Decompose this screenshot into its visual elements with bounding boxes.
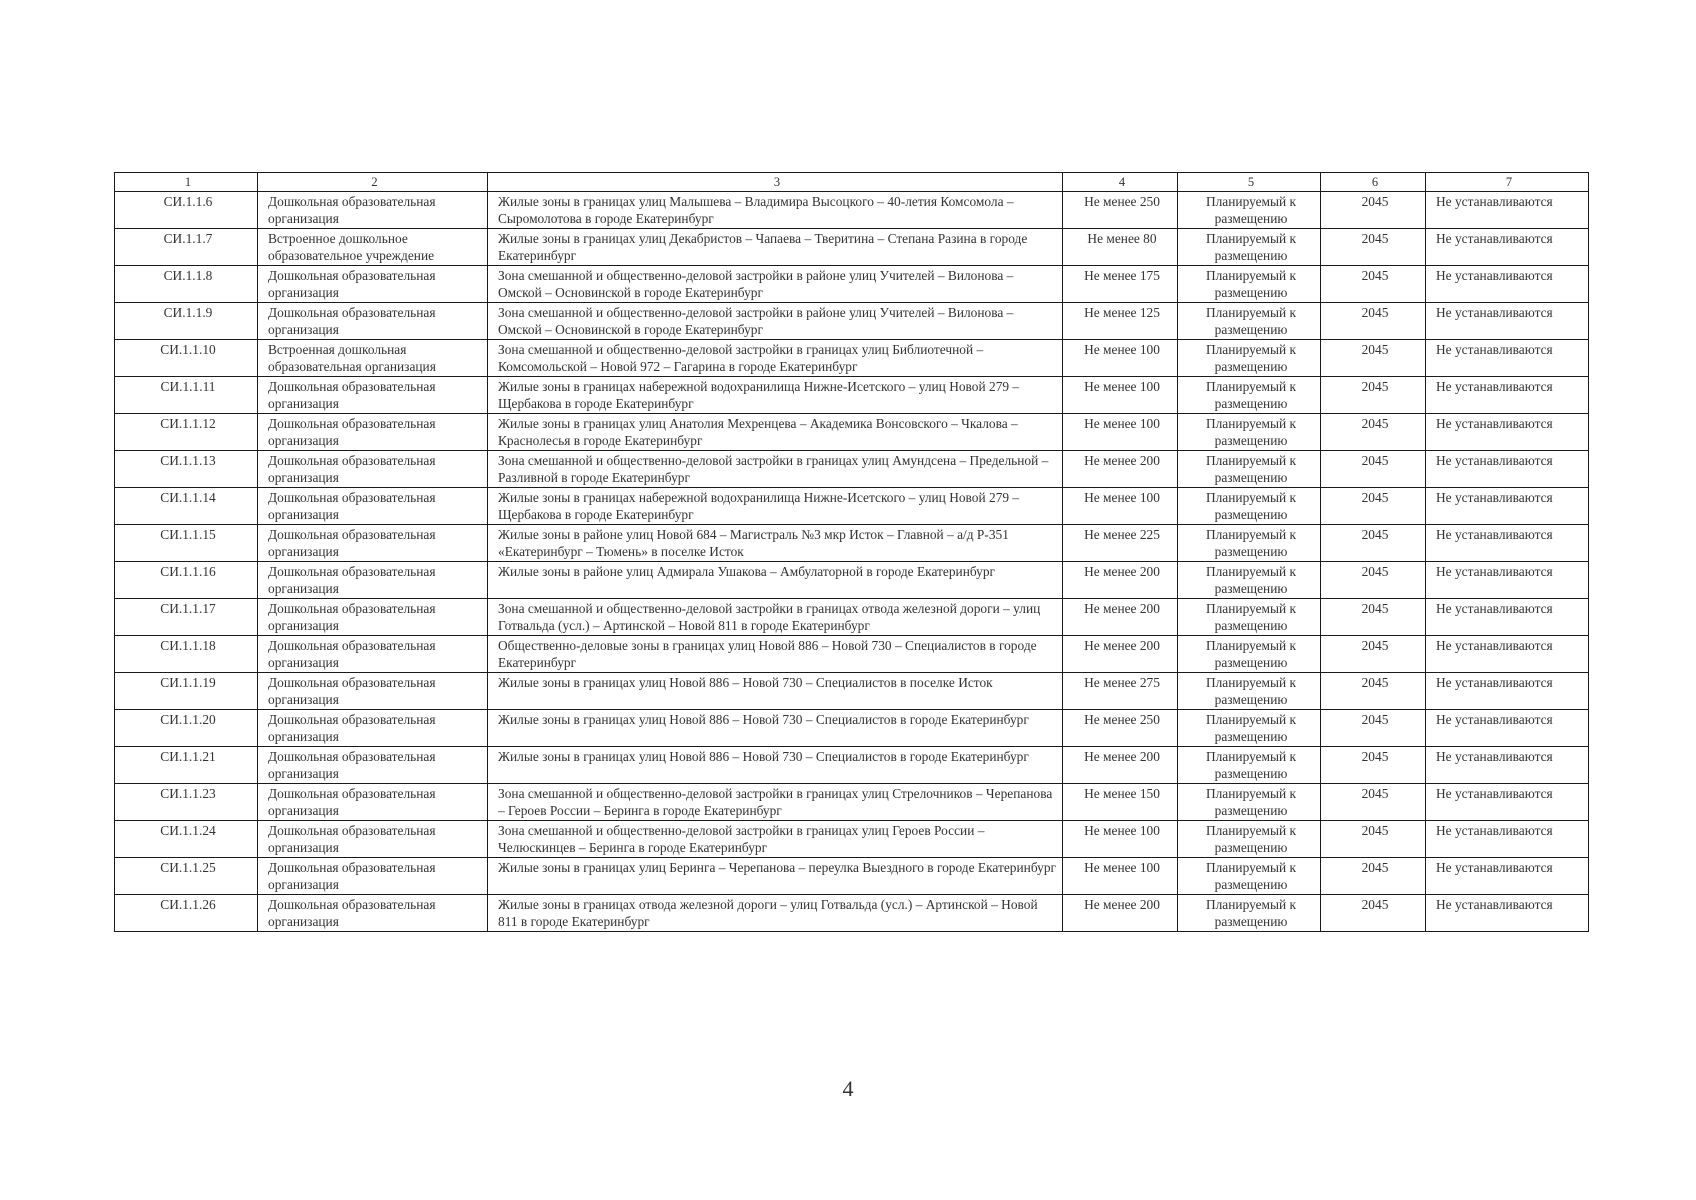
cell-location: Зона смешанной и общественно-деловой застройки в районе улиц Учителей – Вилонова – Омской – Основинской в городе Екатеринбург xyxy=(488,303,1063,340)
cell-status: Планируемый к размещению xyxy=(1178,710,1321,747)
cell-location: Зона смешанной и общественно-деловой застройки в границах улиц Амундсена – Предельной – Разливной в городе Екатеринбург xyxy=(488,451,1063,488)
cell-code: СИ.1.1.7 xyxy=(115,229,258,266)
cell-year: 2045 xyxy=(1321,377,1426,414)
cell-location: Жилые зоны в границах отвода железной дороги – улиц Готвальда (усл.) – Артинской – Новой 811 в городе Екатеринбург xyxy=(488,895,1063,932)
cell-status: Планируемый к размещению xyxy=(1178,858,1321,895)
cell-capacity: Не менее 80 xyxy=(1063,229,1178,266)
cell-year: 2045 xyxy=(1321,192,1426,229)
cell-year: 2045 xyxy=(1321,858,1426,895)
cell-capacity: Не менее 250 xyxy=(1063,710,1178,747)
table-row xyxy=(115,266,1589,303)
cell-status: Планируемый к размещению xyxy=(1178,562,1321,599)
cell-year: 2045 xyxy=(1321,599,1426,636)
cell-location: Зона смешанной и общественно-деловой застройки в границах отвода железной дороги – улиц Готвальда (усл.) – Артинской – Новой 811 в городе Екатеринбург xyxy=(488,599,1063,636)
cell-status: Планируемый к размещению xyxy=(1178,229,1321,266)
cell-code: СИ.1.1.24 xyxy=(115,821,258,858)
cell-capacity: Не менее 200 xyxy=(1063,451,1178,488)
cell-zones: Не устанавливаются xyxy=(1426,525,1589,562)
table-row xyxy=(115,784,1589,821)
cell-capacity: Не менее 200 xyxy=(1063,562,1178,599)
cell-zones: Не устанавливаются xyxy=(1426,599,1589,636)
cell-status: Планируемый к размещению xyxy=(1178,488,1321,525)
cell-name: Дошкольная образовательная организация xyxy=(258,525,488,562)
cell-name: Дошкольная образовательная организация xyxy=(258,599,488,636)
cell-name: Дошкольная образовательная организация xyxy=(258,673,488,710)
cell-location: Жилые зоны в границах улиц Анатолия Мехренцева – Академика Вонсовского – Чкалова – Краснолесья в городе Екатеринбург xyxy=(488,414,1063,451)
cell-year: 2045 xyxy=(1321,710,1426,747)
cell-location: Зона смешанной и общественно-деловой застройки в границах улиц Стрелочников – Черепанова – Героев России – Беринга в городе Екатеринбург xyxy=(488,784,1063,821)
cell-code: СИ.1.1.18 xyxy=(115,636,258,673)
cell-code: СИ.1.1.23 xyxy=(115,784,258,821)
cell-name: Дошкольная образовательная организация xyxy=(258,266,488,303)
cell-code: СИ.1.1.19 xyxy=(115,673,258,710)
table-row xyxy=(115,377,1589,414)
cell-location: Жилые зоны в районе улиц Новой 684 – Магистраль №3 мкр Исток – Главной – а/д Р-351 «Екатеринбург – Тюмень» в поселке Исток xyxy=(488,525,1063,562)
cell-name: Дошкольная образовательная организация xyxy=(258,562,488,599)
cell-capacity: Не менее 225 xyxy=(1063,525,1178,562)
cell-code: СИ.1.1.21 xyxy=(115,747,258,784)
cell-status: Планируемый к размещению xyxy=(1178,525,1321,562)
cell-name: Встроенная дошкольная образовательная организация xyxy=(258,340,488,377)
cell-location: Зона смешанной и общественно-деловой застройки в районе улиц Учителей – Вилонова – Омской – Основинской в городе Екатеринбург xyxy=(488,266,1063,303)
table-row xyxy=(115,673,1589,710)
cell-location: Жилые зоны в границах улиц Декабристов – Чапаева – Тверитина – Степана Разина в городе Екатеринбург xyxy=(488,229,1063,266)
cell-location: Жилые зоны в границах улиц Беринга – Черепанова – переулка Выездного в городе Екатеринбург xyxy=(488,858,1063,895)
cell-status: Планируемый к размещению xyxy=(1178,895,1321,932)
cell-year: 2045 xyxy=(1321,303,1426,340)
cell-capacity: Не менее 100 xyxy=(1063,858,1178,895)
column-header: 1 xyxy=(115,173,258,192)
cell-code: СИ.1.1.6 xyxy=(115,192,258,229)
cell-code: СИ.1.1.25 xyxy=(115,858,258,895)
table-row xyxy=(115,895,1589,932)
cell-zones: Не устанавливаются xyxy=(1426,710,1589,747)
cell-status: Планируемый к размещению xyxy=(1178,377,1321,414)
table-row xyxy=(115,451,1589,488)
cell-location: Жилые зоны в границах улиц Новой 886 – Новой 730 – Специалистов в городе Екатеринбург xyxy=(488,747,1063,784)
cell-status: Планируемый к размещению xyxy=(1178,266,1321,303)
cell-name: Дошкольная образовательная организация xyxy=(258,710,488,747)
cell-zones: Не устанавливаются xyxy=(1426,636,1589,673)
cell-location: Жилые зоны в границах улиц Малышева – Владимира Высоцкого – 40-летия Комсомола – Сыромолотова в городе Екатеринбург xyxy=(488,192,1063,229)
cell-status: Планируемый к размещению xyxy=(1178,673,1321,710)
cell-capacity: Не менее 125 xyxy=(1063,303,1178,340)
cell-year: 2045 xyxy=(1321,525,1426,562)
cell-year: 2045 xyxy=(1321,784,1426,821)
column-header: 2 xyxy=(258,173,488,192)
page-number: 4 xyxy=(842,1076,854,1101)
cell-zones: Не устанавливаются xyxy=(1426,266,1589,303)
cell-location: Зона смешанной и общественно-деловой застройки в границах улиц Героев России – Челюскинцев – Беринга в городе Екатеринбург xyxy=(488,821,1063,858)
cell-location: Зона смешанной и общественно-деловой застройки в границах улиц Библиотечной – Комсомольской – Новой 972 – Гагарина в городе Екатеринбург xyxy=(488,340,1063,377)
table-row xyxy=(115,747,1589,784)
cell-capacity: Не менее 200 xyxy=(1063,636,1178,673)
cell-zones: Не устанавливаются xyxy=(1426,229,1589,266)
cell-year: 2045 xyxy=(1321,229,1426,266)
table-row xyxy=(115,340,1589,377)
cell-status: Планируемый к размещению xyxy=(1178,303,1321,340)
cell-capacity: Не менее 100 xyxy=(1063,377,1178,414)
cell-capacity: Не менее 100 xyxy=(1063,340,1178,377)
cell-status: Планируемый к размещению xyxy=(1178,636,1321,673)
column-header: 7 xyxy=(1426,173,1589,192)
cell-year: 2045 xyxy=(1321,414,1426,451)
cell-code: СИ.1.1.16 xyxy=(115,562,258,599)
table-row xyxy=(115,599,1589,636)
cell-location: Общественно-деловые зоны в границах улиц Новой 886 – Новой 730 – Специалистов в городе Екатеринбург xyxy=(488,636,1063,673)
cell-status: Планируемый к размещению xyxy=(1178,414,1321,451)
facilities-table xyxy=(114,172,1589,932)
cell-status: Планируемый к размещению xyxy=(1178,599,1321,636)
cell-year: 2045 xyxy=(1321,821,1426,858)
cell-code: СИ.1.1.12 xyxy=(115,414,258,451)
cell-zones: Не устанавливаются xyxy=(1426,562,1589,599)
cell-capacity: Не менее 100 xyxy=(1063,414,1178,451)
cell-location: Жилые зоны в границах набережной водохранилища Нижне-Исетского – улиц Новой 279 – Щербакова в городе Екатеринбург xyxy=(488,488,1063,525)
cell-zones: Не устанавливаются xyxy=(1426,784,1589,821)
cell-zones: Не устанавливаются xyxy=(1426,821,1589,858)
cell-code: СИ.1.1.17 xyxy=(115,599,258,636)
cell-zones: Не устанавливаются xyxy=(1426,673,1589,710)
cell-zones: Не устанавливаются xyxy=(1426,858,1589,895)
cell-name: Дошкольная образовательная организация xyxy=(258,636,488,673)
cell-year: 2045 xyxy=(1321,340,1426,377)
cell-zones: Не устанавливаются xyxy=(1426,414,1589,451)
table-row xyxy=(115,858,1589,895)
cell-location: Жилые зоны в границах набережной водохранилища Нижне-Исетского – улиц Новой 279 – Щербакова в городе Екатеринбург xyxy=(488,377,1063,414)
cell-zones: Не устанавливаются xyxy=(1426,895,1589,932)
cell-capacity: Не менее 275 xyxy=(1063,673,1178,710)
cell-year: 2045 xyxy=(1321,747,1426,784)
cell-name: Дошкольная образовательная организация xyxy=(258,303,488,340)
cell-code: СИ.1.1.14 xyxy=(115,488,258,525)
cell-name: Встроенное дошкольное образовательное учреждение xyxy=(258,229,488,266)
cell-name: Дошкольная образовательная организация xyxy=(258,377,488,414)
table-row xyxy=(115,636,1589,673)
cell-location: Жилые зоны в районе улиц Адмирала Ушакова – Амбулаторной в городе Екатеринбург xyxy=(488,562,1063,599)
cell-status: Планируемый к размещению xyxy=(1178,784,1321,821)
cell-code: СИ.1.1.20 xyxy=(115,710,258,747)
cell-capacity: Не менее 200 xyxy=(1063,895,1178,932)
cell-location: Жилые зоны в границах улиц Новой 886 – Новой 730 – Специалистов в городе Екатеринбург xyxy=(488,710,1063,747)
cell-zones: Не устанавливаются xyxy=(1426,340,1589,377)
cell-zones: Не устанавливаются xyxy=(1426,451,1589,488)
table-row xyxy=(115,488,1589,525)
table-header xyxy=(115,173,1589,192)
column-header: 3 xyxy=(488,173,1063,192)
cell-code: СИ.1.1.26 xyxy=(115,895,258,932)
column-header: 6 xyxy=(1321,173,1426,192)
cell-code: СИ.1.1.11 xyxy=(115,377,258,414)
column-header: 4 xyxy=(1063,173,1178,192)
table-row xyxy=(115,525,1589,562)
cell-year: 2045 xyxy=(1321,673,1426,710)
cell-year: 2045 xyxy=(1321,562,1426,599)
table-row xyxy=(115,562,1589,599)
cell-year: 2045 xyxy=(1321,451,1426,488)
cell-year: 2045 xyxy=(1321,488,1426,525)
cell-capacity: Не менее 175 xyxy=(1063,266,1178,303)
cell-name: Дошкольная образовательная организация xyxy=(258,747,488,784)
cell-status: Планируемый к размещению xyxy=(1178,192,1321,229)
cell-status: Планируемый к размещению xyxy=(1178,821,1321,858)
table-row xyxy=(115,414,1589,451)
table-body xyxy=(115,192,1589,932)
cell-code: СИ.1.1.15 xyxy=(115,525,258,562)
cell-location: Жилые зоны в границах улиц Новой 886 – Новой 730 – Специалистов в поселке Исток xyxy=(488,673,1063,710)
table-row xyxy=(115,192,1589,229)
cell-capacity: Не менее 100 xyxy=(1063,821,1178,858)
cell-capacity: Не менее 200 xyxy=(1063,747,1178,784)
cell-status: Планируемый к размещению xyxy=(1178,451,1321,488)
cell-capacity: Не менее 250 xyxy=(1063,192,1178,229)
table-row xyxy=(115,303,1589,340)
cell-status: Планируемый к размещению xyxy=(1178,747,1321,784)
cell-name: Дошкольная образовательная организация xyxy=(258,414,488,451)
cell-name: Дошкольная образовательная организация xyxy=(258,895,488,932)
cell-zones: Не устанавливаются xyxy=(1426,303,1589,340)
cell-year: 2045 xyxy=(1321,895,1426,932)
cell-name: Дошкольная образовательная организация xyxy=(258,858,488,895)
cell-zones: Не устанавливаются xyxy=(1426,377,1589,414)
cell-code: СИ.1.1.10 xyxy=(115,340,258,377)
cell-name: Дошкольная образовательная организация xyxy=(258,821,488,858)
cell-capacity: Не менее 150 xyxy=(1063,784,1178,821)
table-row xyxy=(115,710,1589,747)
header-row xyxy=(115,173,1589,192)
table-row xyxy=(115,229,1589,266)
column-header: 5 xyxy=(1178,173,1321,192)
cell-zones: Не устанавливаются xyxy=(1426,747,1589,784)
cell-capacity: Не менее 200 xyxy=(1063,599,1178,636)
cell-status: Планируемый к размещению xyxy=(1178,340,1321,377)
cell-name: Дошкольная образовательная организация xyxy=(258,192,488,229)
cell-zones: Не устанавливаются xyxy=(1426,488,1589,525)
cell-code: СИ.1.1.13 xyxy=(115,451,258,488)
cell-name: Дошкольная образовательная организация xyxy=(258,784,488,821)
cell-capacity: Не менее 100 xyxy=(1063,488,1178,525)
cell-zones: Не устанавливаются xyxy=(1426,192,1589,229)
cell-year: 2045 xyxy=(1321,266,1426,303)
cell-name: Дошкольная образовательная организация xyxy=(258,488,488,525)
cell-year: 2045 xyxy=(1321,636,1426,673)
table-row xyxy=(115,821,1589,858)
cell-name: Дошкольная образовательная организация xyxy=(258,451,488,488)
cell-code: СИ.1.1.8 xyxy=(115,266,258,303)
cell-code: СИ.1.1.9 xyxy=(115,303,258,340)
